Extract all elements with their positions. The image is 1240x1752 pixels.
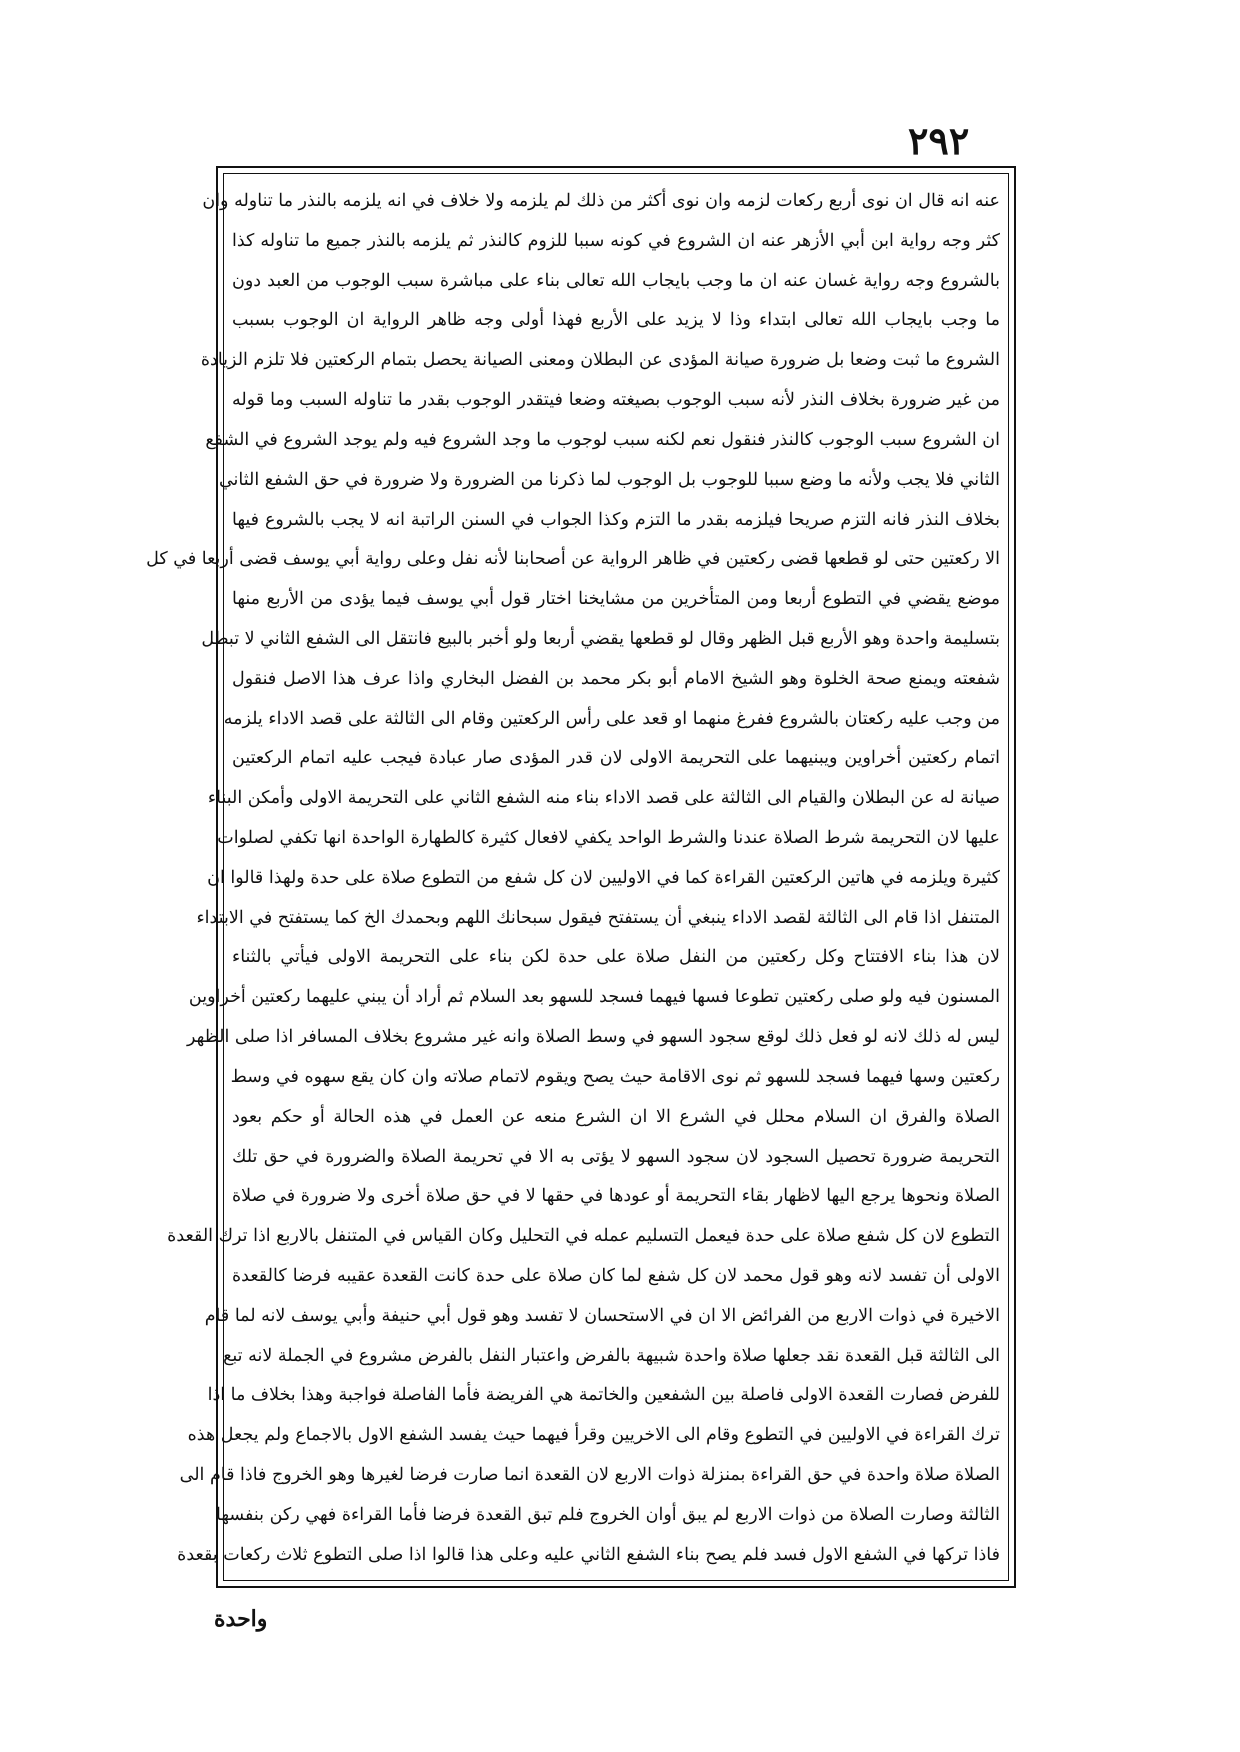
text-line: لان هذا بناء الافتتاح وكل ركعتين من النفل صلاة على حدة لكن بناء على التحريمة الاولى فيأتي بالثناء	[232, 947, 1000, 968]
text-line: للفرض فصارت القعدة الاولى فاصلة بين الشفعين والخاتمة هي الفريضة فأما الفاصلة فواجبة وهذا بخلاف ما اذا	[207, 1385, 1000, 1406]
text-frame	[146, 166, 1016, 1588]
text-line: كثر وجه رواية ابن أبي الأزهر عنه ان الشروع في كونه سببا للزوم كالنذر ثم يلزمه بالنذر جميع ما تناوله كذا	[232, 230, 1000, 251]
text-line: التحريمة ضرورة تحصيل السجود لان سجود السهو لا يؤتى به الا في تحريمة الصلاة والضرورة في حق تلك	[232, 1146, 1000, 1167]
text-line: شفعته ويمنع صحة الخلوة وهو الشيخ الامام أبو بكر محمد بن الفضل البخاري واذا عرف هذا الاصل فنقول	[232, 668, 1000, 689]
text-line: المسنون فيه ولو صلى ركعتين تطوعا فسها فيهما فسجد للسهو بعد السلام ثم أراد أن يبني عليهما ركعتين أخراوين	[188, 987, 1000, 1008]
catchword: واحدة	[214, 1606, 268, 1632]
text-line: ليس له ذلك لانه لو فعل ذلك لوقع سجود السهو في وسط الصلاة وانه غير مشروع بخلاف المسافر اذا صلى الظهر	[187, 1027, 1000, 1048]
text-line: من وجب عليه ركعتان بالشروع ففرغ منهما او قعد على رأس الركعتين وقام الى الثالثة على قصد الاداء يلزمه	[223, 708, 1000, 729]
text-line: الاولى أن تفسد لانه وهو قول محمد لان كل شفع لما كان صلاة على حدة كانت القعدة عقيبه فرضا كالقعدة	[232, 1265, 1000, 1286]
text-line: ان الشروع سبب الوجوب كالنذر فنقول نعم لكنه سبب لوجوب ما وجد الشروع فيه ولم يوجد الشروع في الشفع	[205, 429, 1000, 450]
text-line: بالشروع وجه رواية غسان عنه ان ما وجب بايجاب الله تعالى بناء على مباشرة سبب الوجوب من العبد دون	[232, 270, 1000, 291]
text-line: الشروع ما ثبت وضعا بل ضرورة صيانة المؤدى عن البطلان ومعنى الصيانة يحصل بتمام الركعتين فلا تلزم الزيادة	[200, 350, 1000, 371]
text-line: ركعتين وسها فيهما فسجد للسهو ثم نوى الاقامة حيث يصح ويقوم لاتمام صلاته وان كان يقع سهوه في وسط	[230, 1066, 1000, 1087]
text-line: كثيرة ويلزمه في هاتين الركعتين القراءة كما في الاوليين لان كل شفع من التطوع صلاة على حدة ولهذا قالوا ان	[207, 867, 1000, 888]
text-line: بخلاف النذر فانه التزم صريحا فيلزمه بقدر ما التزم وكذا الجواب في السنن الراتبة انه لا يجب بالشروع فيها	[232, 509, 1000, 530]
text-line: بتسليمة واحدة وهو الأربع قبل الظهر وقال لو قطعها يقضي أربعا ولو أخبر بالبيع فانتقل الى الشفع الثاني لا تبطل	[201, 628, 1000, 649]
text-line: المتنفل اذا قام الى الثالثة لقصد الاداء ينبغي أن يستفتح فيقول سبحانك اللهم وبحمدك الخ كما يستفتح في الابتداء	[196, 907, 1000, 928]
text-line: صيانة له عن البطلان والقيام الى الثالثة على قصد الاداء بناء منه الشفع الثاني على التحريمة الاولى وأمكن البناء	[207, 788, 1000, 809]
text-line: ترك القراءة في الاوليين في التطوع وقام الى الاخريين وقرأ فيهما حيث يفسد الشفع الاول بالاجماع ولم يجعل هذه	[187, 1425, 1000, 1446]
text-line: الا ركعتين حتى لو قطعها قضى ركعتين في ظاهر الرواية عن أصحابنا لأنه نفل وعلى رواية أبي يوسف قضى أربعا في كل	[146, 549, 1000, 570]
text-line: ما وجب بايجاب الله تعالى ابتداء وذا لا يزيد على الأربع فهذا أولى وجه ظاهر الرواية ان الوجوب بسبب	[232, 310, 1000, 331]
text-line: من غير ضرورة بخلاف النذر لأنه سبب الوجوب بصيغته وضعا فيتقدر الوجوب بقدر ما تناوله السبب وما قوله	[232, 390, 1000, 411]
text-line: الصلاة والفرق ان السلام محلل في الشرع الا ان الشرع منعه عن العمل في هذه الحالة أو حكم بعود	[232, 1106, 1000, 1127]
text-line: الى الثالثة قبل القعدة نقد جعلها صلاة واحدة شبيهة بالفرض واعتبار النفل بالفرض مشروع في الجملة لانه تبع	[223, 1345, 1000, 1366]
text-line: عليها لان التحريمة شرط الصلاة عندنا والشرط الواحد يكفي لافعال كثيرة كالطهارة الواحدة انها تكفي لصلوات	[217, 828, 1000, 848]
text-line: الثالثة وصارت الصلاة من ذوات الاربع لم يبق أوان الخروج فلم تبق القعدة فرضا فأما القراءة فهي ركن بنفسها	[216, 1504, 1000, 1525]
page-number: ٢٩٢	[908, 118, 970, 163]
text-line: موضع يقضي في التطوع أربعا ومن المتأخرين من مشايخنا اختار قول أبي يوسف فيما يؤدى من الأربع منها	[232, 589, 1000, 610]
text-line: التطوع لان كل شفع صلاة على حدة فيعمل التسليم عمله في التحليل وكان القياس في المتنفل بالاربع اذا ترك القعدة	[167, 1226, 1000, 1247]
text-line: الثاني فلا يجب ولأنه ما وضع سببا للوجوب بل الوجوب لما ذكرنا من الضرورة ولا ضرورة في حق الشفع الثاني	[218, 469, 1000, 490]
text-line: الصلاة ونحوها يرجع اليها لاظهار بقاء التحريمة أو عودها في حقها لا في حق صلاة أخرى ولا ضرورة في صلاة	[232, 1186, 1000, 1207]
text-line: اتمام ركعتين أخراوين ويبنيهما على التحريمة الاولى لان قدر المؤدى صار عبادة فيجب عليه اتمام الركعتين	[232, 748, 1000, 769]
text-line: فاذا تركها في الشفع الاول فسد فلم يصح بناء الشفع الثاني عليه وعلى هذا قالوا اذا صلى التطوع ثلاث ركعات بقعدة	[177, 1544, 1000, 1565]
text-line: الصلاة صلاة واحدة في حق القراءة بمنزلة ذوات الاربع لان القعدة انما صارت فرضا لغيرها وهو الخروج فاذا قام الى	[179, 1465, 1000, 1485]
text-line: عنه انه قال ان نوى أربع ركعات لزمه وان نوى أكثر من ذلك لم يلزمه ولا خلاف في انه يلزمه بالنذر ما تناوله وان	[202, 191, 1000, 211]
text-line: الاخيرة في ذوات الاربع من الفرائض الا ان في الاستحسان لا تفسد وهو قول أبي حنيفة وأبي يوسف لانه لما قام	[204, 1305, 1000, 1326]
body-text	[146, 182, 1000, 1574]
